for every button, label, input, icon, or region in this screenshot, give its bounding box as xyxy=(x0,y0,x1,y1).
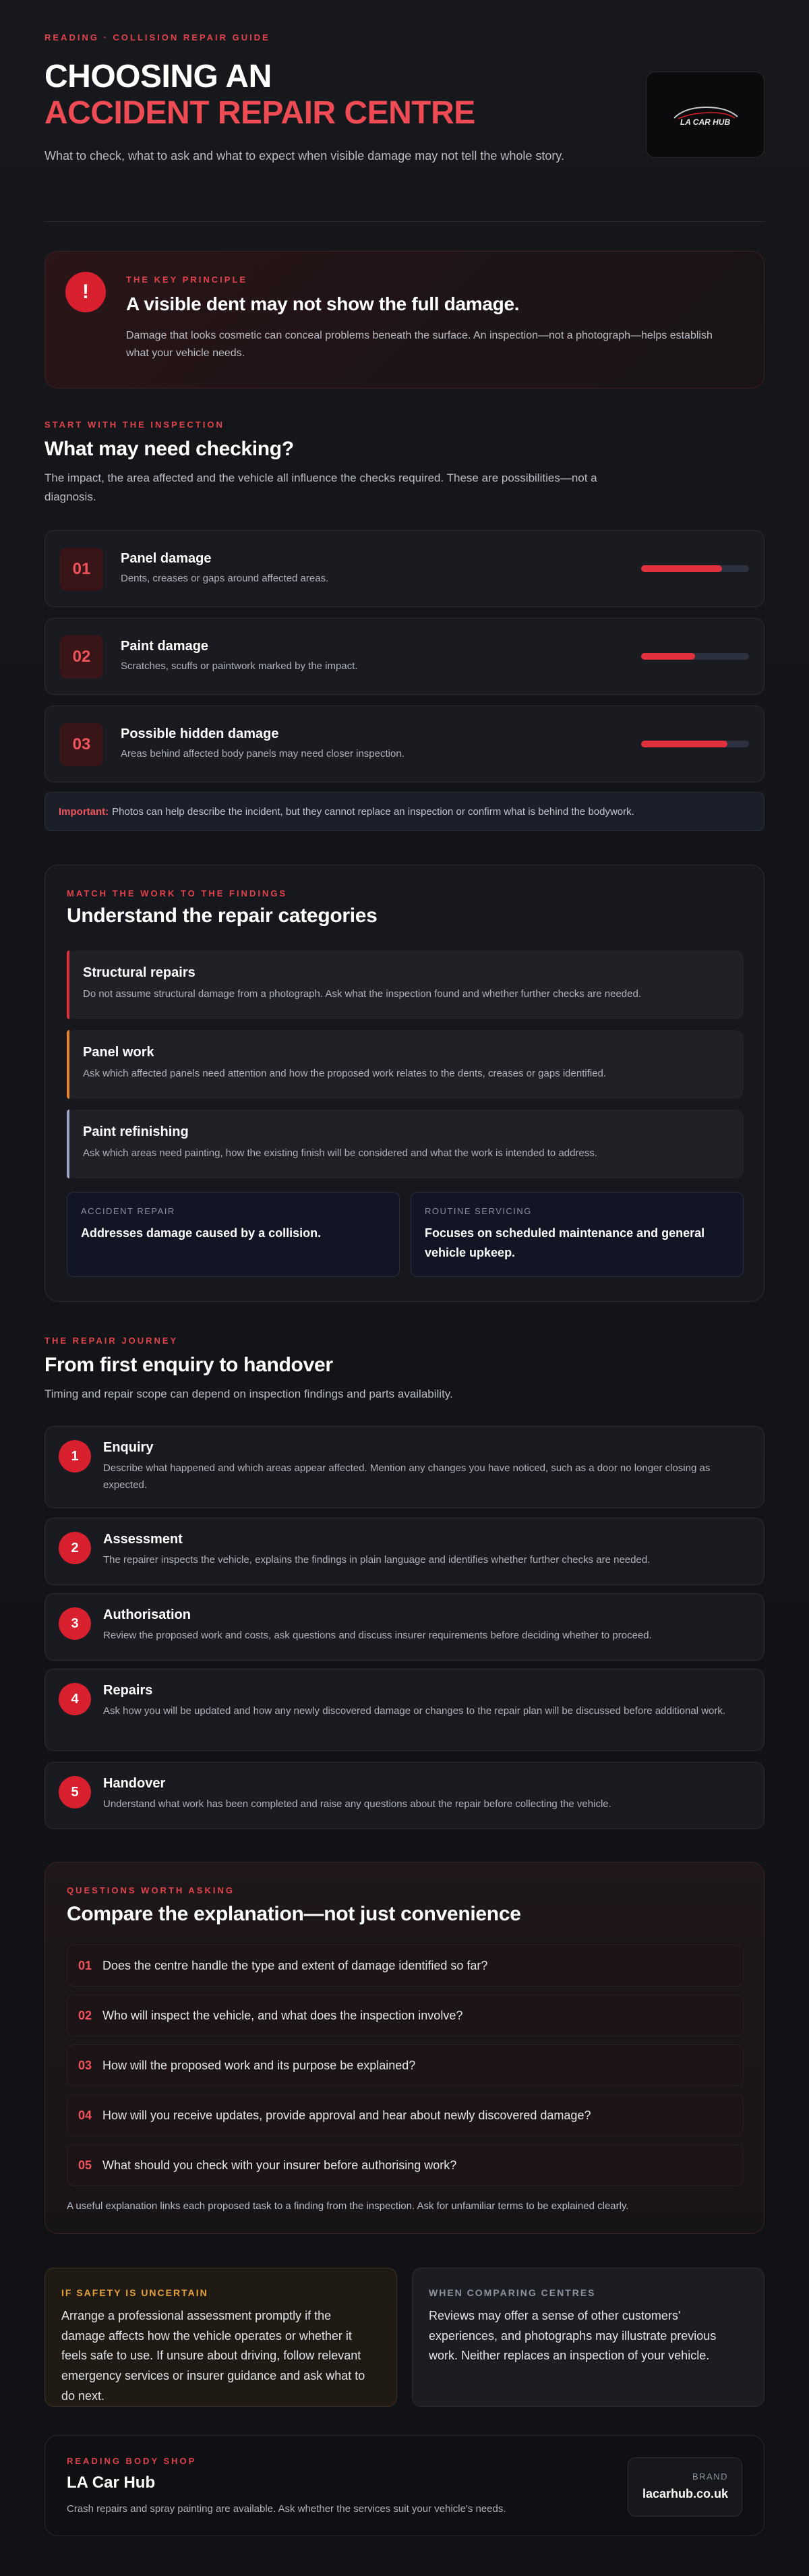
check-card xyxy=(44,618,765,695)
step-number: 3 xyxy=(59,1607,91,1640)
compare-label: ACCIDENT REPAIR xyxy=(81,1206,175,1216)
journey-step xyxy=(44,1669,765,1751)
compare-label: ROUTINE SERVICING xyxy=(425,1206,532,1216)
step-text: The repairer inspects the vehicle, explains the findings in plain language and identifies whether further checks are needed. xyxy=(103,1554,651,1566)
journey-step xyxy=(44,1593,765,1661)
check-level-fill xyxy=(641,653,695,660)
check-level-bar xyxy=(641,565,749,572)
check-card xyxy=(44,530,765,607)
category-paint xyxy=(67,1110,744,1178)
comparing-box xyxy=(412,2268,765,2407)
footer-text: Crash repairs and spray painting are available. Ask whether the services suit your vehicle's needs. xyxy=(67,2503,506,2515)
journey-text: Timing and repair scope can depend on inspection findings and parts availability. xyxy=(44,1387,453,1400)
questions-footnote: A useful explanation links each proposed task to a finding from the inspection. Ask for unfamiliar terms to be explained clearly. xyxy=(67,2200,629,2212)
check-level-fill xyxy=(641,565,722,572)
category-title: Paint refinishing xyxy=(83,1124,189,1139)
business-name: LA Car Hub xyxy=(67,2473,156,2492)
check-level-bar xyxy=(641,741,749,747)
header-divider xyxy=(44,221,765,222)
alert-icon: ! xyxy=(65,272,106,312)
check-text: Dents, creases or gaps around affected areas. xyxy=(121,573,329,584)
question-number: 02 xyxy=(78,2008,92,2022)
inspection-text: The impact, the area affected and the vehicle all influence the checks required. These are possibilities—not a diagnosis. xyxy=(44,471,597,504)
compare-text: Addresses damage caused by a collision. xyxy=(81,1226,322,1240)
journey-step xyxy=(44,1762,765,1829)
repair-categories-panel xyxy=(44,865,765,1302)
check-text: Scratches, scuffs or paintwork marked by the impact. xyxy=(121,660,358,672)
step-number: 4 xyxy=(59,1683,91,1715)
inspection-eyebrow: START WITH THE INSPECTION xyxy=(44,420,224,430)
check-title: Paint damage xyxy=(121,639,209,654)
question-item xyxy=(67,1945,744,1986)
inspection-intro xyxy=(44,420,765,507)
step-text: Ask how you will be updated and how any newly discovered damage or changes to the repair plan will be discussed before additional work. xyxy=(103,1705,726,1717)
step-text: Describe what happened and which areas appear affected. Mention any changes you have noticed, such as a door no longer closing as expected. xyxy=(103,1462,711,1491)
question-number: 05 xyxy=(78,2158,92,2172)
journey-intro xyxy=(44,1336,765,1404)
category-accent xyxy=(67,950,69,1019)
journey-eyebrow: THE REPAIR JOURNEY xyxy=(44,1336,179,1346)
check-text: Areas behind affected body panels may need closer inspection. xyxy=(121,748,404,760)
accident-repair-box xyxy=(67,1192,400,1277)
brand-label: BRAND xyxy=(692,2471,728,2482)
step-text: Understand what work has been completed and raise any questions about the repair before collecting the vehicle. xyxy=(103,1798,611,1810)
question-item xyxy=(67,2144,744,2186)
brand-logo xyxy=(646,71,765,158)
check-card xyxy=(44,706,765,782)
logo-text: LA CAR HUB xyxy=(680,117,731,127)
brand-url[interactable]: lacarhub.co.uk xyxy=(642,2487,728,2500)
check-level-bar xyxy=(641,653,749,660)
safety-text: Arrange a professional assessment promptly if the damage affects how the vehicle operates or whether it feels safe to use. If unsure about driving, follow relevant emergency services or insurer guidance and ask what to do next. xyxy=(61,2309,365,2403)
categories-title: Understand the repair categories xyxy=(67,905,378,927)
safety-box xyxy=(44,2268,397,2407)
step-title: Assessment xyxy=(103,1532,183,1547)
category-title: Panel work xyxy=(83,1045,154,1060)
principle-eyebrow: THE KEY PRINCIPLE xyxy=(126,275,248,285)
principle-title: A visible dent may not show the full damage. xyxy=(126,293,520,314)
journey-step xyxy=(44,1518,765,1585)
brand-chip xyxy=(628,2457,742,2517)
title-line-1: CHOOSING AN xyxy=(44,59,272,94)
check-number: 03 xyxy=(60,723,103,766)
principle-text: Damage that looks cosmetic can conceal problems beneath the surface. An inspection—not a photograph—helps establish what your vehicle needs. xyxy=(126,330,713,360)
step-text: Review the proposed work and costs, ask questions and discuss insurer requirements before deciding whether to proceed. xyxy=(103,1630,652,1641)
question-item xyxy=(67,2094,744,2136)
key-principle-card xyxy=(44,251,765,389)
question-item xyxy=(67,2044,744,2086)
category-accent xyxy=(67,1030,69,1099)
hero-eyebrow: READING · COLLISION REPAIR GUIDE xyxy=(44,32,270,42)
category-structural xyxy=(67,950,744,1019)
category-text: Do not assume structural damage from a photograph. Ask what the inspection found and whether further checks are needed. xyxy=(83,988,641,1000)
question-text: How will the proposed work and its purpose be explained? xyxy=(102,2058,416,2072)
questions-title: Compare the explanation—not just convenience xyxy=(67,1903,521,1925)
check-level-fill xyxy=(641,741,727,747)
check-number: 02 xyxy=(60,635,103,679)
questions-eyebrow: QUESTIONS WORTH ASKING xyxy=(67,1885,235,1895)
check-number: 01 xyxy=(60,548,103,591)
important-note xyxy=(44,792,765,831)
step-number: 2 xyxy=(59,1532,91,1564)
title-line-2: ACCIDENT REPAIR CENTRE xyxy=(44,94,475,131)
business-footer xyxy=(44,2435,765,2536)
journey-step xyxy=(44,1426,765,1508)
footer-eyebrow: READING BODY SHOP xyxy=(67,2456,197,2466)
hero-subtitle: What to check, what to ask and what to expect when visible damage may not tell the whole story. xyxy=(44,148,565,163)
car-logo-icon xyxy=(665,98,746,132)
note-text: Photos can help describe the incident, but they cannot replace an inspection or confirm what is behind the bodywork. xyxy=(112,805,634,818)
step-title: Handover xyxy=(103,1776,166,1791)
category-text: Ask which affected panels need attention and how the proposed work relates to the dents, creases or gaps identified. xyxy=(83,1068,607,1079)
journey-title: From first enquiry to handover xyxy=(44,1354,333,1376)
step-number: 1 xyxy=(59,1440,91,1472)
questions-panel xyxy=(44,1862,765,2234)
inspection-title: What may need checking? xyxy=(44,438,294,460)
step-number: 5 xyxy=(59,1776,91,1808)
comparing-label: WHEN COMPARING CENTRES xyxy=(429,2287,596,2298)
question-number: 03 xyxy=(78,2058,92,2072)
check-title: Possible hidden damage xyxy=(121,726,279,741)
category-accent xyxy=(67,1110,69,1178)
compare-text: Focuses on scheduled maintenance and general vehicle upkeep. xyxy=(425,1226,705,1259)
step-title: Repairs xyxy=(103,1683,153,1698)
step-title: Authorisation xyxy=(103,1607,191,1622)
note-label: Important: xyxy=(59,805,109,818)
question-number: 04 xyxy=(78,2108,92,2122)
comparing-text: Reviews may offer a sense of other customers' experiences, and photographs may illustrate previous work. Neither replaces an inspection of your vehicle. xyxy=(429,2309,717,2363)
question-text: How will you receive updates, provide approval and hear about newly discovered damage? xyxy=(102,2108,591,2122)
question-number: 01 xyxy=(78,1958,92,1972)
question-text: Who will inspect the vehicle, and what does the inspection involve? xyxy=(102,2008,463,2022)
safety-label: IF SAFETY IS UNCERTAIN xyxy=(61,2287,208,2298)
check-title: Panel damage xyxy=(121,551,212,566)
category-panel-work xyxy=(67,1030,744,1099)
question-text: Does the centre handle the type and extent of damage identified so far? xyxy=(102,1958,488,1972)
question-item xyxy=(67,1995,744,2036)
category-text: Ask which areas need painting, how the existing finish will be considered and what the work is intended to address. xyxy=(83,1147,597,1159)
routine-servicing-box xyxy=(411,1192,744,1277)
categories-eyebrow: MATCH THE WORK TO THE FINDINGS xyxy=(67,888,288,898)
category-title: Structural repairs xyxy=(83,965,196,980)
step-title: Enquiry xyxy=(103,1440,154,1455)
question-text: What should you check with your insurer before authorising work? xyxy=(102,2158,457,2172)
